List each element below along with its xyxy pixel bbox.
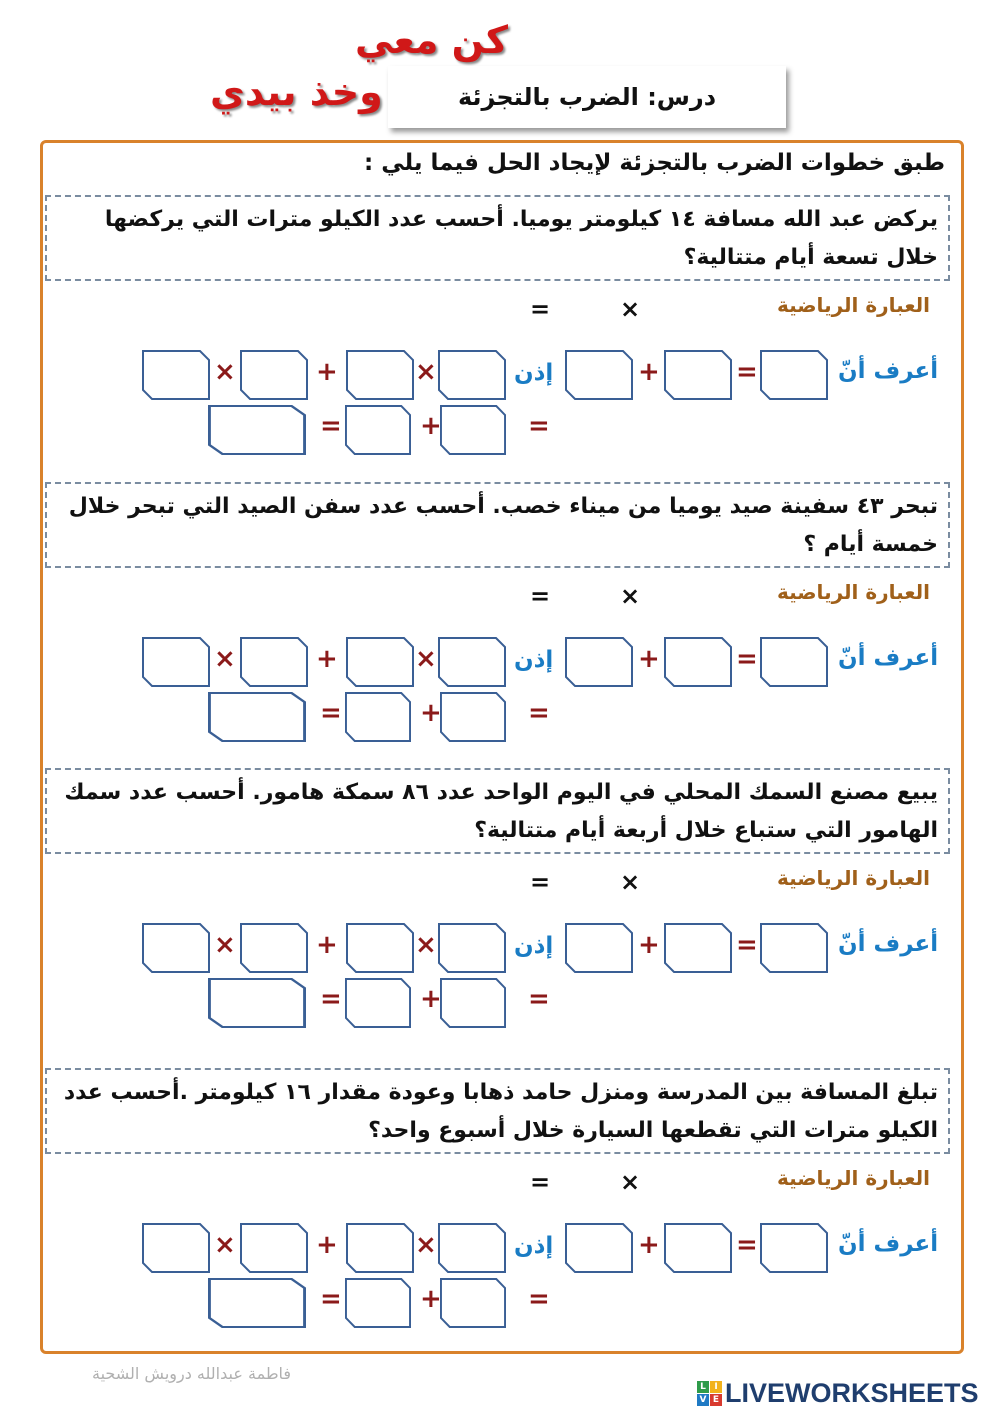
plus-operator: + bbox=[316, 357, 338, 387]
then-label: إذن bbox=[514, 933, 554, 959]
then-label: إذن bbox=[514, 1233, 554, 1259]
answer-box[interactable] bbox=[208, 978, 306, 1028]
answer-box[interactable] bbox=[438, 350, 506, 400]
logo-cube-icon: L I V E bbox=[697, 1381, 722, 1406]
i-know-label: أعرف أنّ bbox=[838, 358, 939, 384]
plus-operator: + bbox=[638, 644, 660, 674]
equals-sign: = bbox=[530, 868, 551, 896]
i-know-label: أعرف أنّ bbox=[838, 1231, 939, 1257]
problem-text: يبيع مصنع السمك المحلي في اليوم الواحد عدد ٨٦ سمكة هامور. أحسب عدد سمك الهامور التي ستباع خلال أربعة أيام متتالية؟ bbox=[45, 768, 950, 854]
answer-box[interactable] bbox=[142, 923, 210, 973]
equals-sign: = bbox=[530, 1168, 551, 1196]
i-know-label: أعرف أنّ bbox=[838, 931, 939, 957]
equals-operator: = bbox=[736, 930, 758, 960]
liveworksheets-logo bbox=[697, 1378, 979, 1409]
equals-sign: = bbox=[530, 295, 551, 323]
equals-operator: = bbox=[736, 357, 758, 387]
title-line1: كن معي bbox=[355, 18, 508, 62]
expression-label: العبارة الرياضية bbox=[776, 293, 930, 317]
answer-box[interactable] bbox=[565, 637, 633, 687]
answer-box[interactable] bbox=[664, 637, 732, 687]
times-operator: × bbox=[415, 644, 437, 674]
times-sign: × bbox=[620, 1168, 641, 1196]
equals-operator: = bbox=[528, 1284, 550, 1314]
plus-operator: + bbox=[316, 644, 338, 674]
problem-section-3 bbox=[0, 768, 1000, 1038]
lesson-title: درس: الضرب بالتجزئة bbox=[388, 66, 786, 128]
answer-box[interactable] bbox=[664, 350, 732, 400]
problem-section-1 bbox=[0, 195, 1000, 465]
times-operator: × bbox=[214, 1230, 236, 1260]
equals-operator: = bbox=[320, 411, 342, 441]
answer-box[interactable] bbox=[346, 350, 414, 400]
answer-box[interactable] bbox=[760, 923, 828, 973]
answer-box[interactable] bbox=[142, 1223, 210, 1273]
answer-box[interactable] bbox=[240, 350, 308, 400]
answer-box[interactable] bbox=[760, 1223, 828, 1273]
answer-box[interactable] bbox=[208, 1278, 306, 1328]
author-signature: فاطمة عبدالله درويش الشحية bbox=[92, 1364, 292, 1383]
times-operator: × bbox=[415, 1230, 437, 1260]
answer-box[interactable] bbox=[345, 692, 411, 742]
answer-box[interactable] bbox=[440, 1278, 506, 1328]
answer-box[interactable] bbox=[208, 692, 306, 742]
answer-box[interactable] bbox=[345, 978, 411, 1028]
instruction: طبق خطوات الضرب بالتجزئة لإيجاد الحل فيما يلي : bbox=[363, 150, 945, 176]
equals-operator: = bbox=[528, 984, 550, 1014]
answer-box[interactable] bbox=[240, 1223, 308, 1273]
problem-section-4 bbox=[0, 1068, 1000, 1338]
then-label: إذن bbox=[514, 647, 554, 673]
answer-box[interactable] bbox=[345, 405, 411, 455]
equals-operator: = bbox=[736, 644, 758, 674]
times-operator: × bbox=[214, 357, 236, 387]
times-sign: × bbox=[620, 868, 641, 896]
answer-box[interactable] bbox=[664, 1223, 732, 1273]
problem-text: تبلغ المسافة بين المدرسة ومنزل حامد ذهابا وعودة مقدار ١٦ كيلومتر .أحسب عدد الكيلو مترات التي تقطعها السيارة خلال أسبوع واحد؟ bbox=[45, 1068, 950, 1154]
times-operator: × bbox=[415, 930, 437, 960]
answer-box[interactable] bbox=[240, 637, 308, 687]
answer-box[interactable] bbox=[440, 405, 506, 455]
answer-box[interactable] bbox=[440, 692, 506, 742]
answer-box[interactable] bbox=[664, 923, 732, 973]
plus-operator: + bbox=[638, 357, 660, 387]
expression-label: العبارة الرياضية bbox=[776, 866, 930, 890]
answer-box[interactable] bbox=[438, 637, 506, 687]
plus-operator: + bbox=[420, 698, 442, 728]
plus-operator: + bbox=[638, 930, 660, 960]
title-line2: وخذ بيدي bbox=[210, 70, 383, 114]
answer-box[interactable] bbox=[565, 1223, 633, 1273]
answer-box[interactable] bbox=[142, 350, 210, 400]
plus-operator: + bbox=[316, 1230, 338, 1260]
times-operator: × bbox=[214, 644, 236, 674]
expression-label: العبارة الرياضية bbox=[776, 1166, 930, 1190]
answer-box[interactable] bbox=[346, 1223, 414, 1273]
equals-operator: = bbox=[320, 698, 342, 728]
answer-box[interactable] bbox=[440, 978, 506, 1028]
expression-label: العبارة الرياضية bbox=[776, 580, 930, 604]
plus-operator: + bbox=[420, 984, 442, 1014]
equals-operator: = bbox=[320, 1284, 342, 1314]
answer-box[interactable] bbox=[760, 350, 828, 400]
answer-box[interactable] bbox=[565, 923, 633, 973]
answer-box[interactable] bbox=[438, 1223, 506, 1273]
brand-name: LIVEWORKSHEETS bbox=[725, 1378, 979, 1408]
problem-text: تبحر ٤٣ سفينة صيد يوميا من ميناء خصب. أحسب عدد سفن الصيد التي تبحر خلال خمسة أيام ؟ bbox=[45, 482, 950, 568]
equals-sign: = bbox=[530, 582, 551, 610]
plus-operator: + bbox=[638, 1230, 660, 1260]
plus-operator: + bbox=[316, 930, 338, 960]
answer-box[interactable] bbox=[346, 923, 414, 973]
equals-operator: = bbox=[528, 698, 550, 728]
answer-box[interactable] bbox=[142, 637, 210, 687]
equals-operator: = bbox=[320, 984, 342, 1014]
times-operator: × bbox=[415, 357, 437, 387]
answer-box[interactable] bbox=[565, 350, 633, 400]
equals-operator: = bbox=[528, 411, 550, 441]
times-sign: × bbox=[620, 582, 641, 610]
answer-box[interactable] bbox=[208, 405, 306, 455]
plus-operator: + bbox=[420, 1284, 442, 1314]
problem-text: يركض عبد الله مسافة ١٤ كيلومتر يوميا. أحسب عدد الكيلو مترات التي يركضها خلال تسعة أيام متتالية؟ bbox=[45, 195, 950, 281]
answer-box[interactable] bbox=[345, 1278, 411, 1328]
answer-box[interactable] bbox=[240, 923, 308, 973]
plus-operator: + bbox=[420, 411, 442, 441]
answer-box[interactable] bbox=[760, 637, 828, 687]
i-know-label: أعرف أنّ bbox=[838, 645, 939, 671]
answer-box[interactable] bbox=[438, 923, 506, 973]
then-label: إذن bbox=[514, 360, 554, 386]
problem-section-2 bbox=[0, 482, 1000, 752]
answer-box[interactable] bbox=[346, 637, 414, 687]
times-sign: × bbox=[620, 295, 641, 323]
times-operator: × bbox=[214, 930, 236, 960]
equals-operator: = bbox=[736, 1230, 758, 1260]
